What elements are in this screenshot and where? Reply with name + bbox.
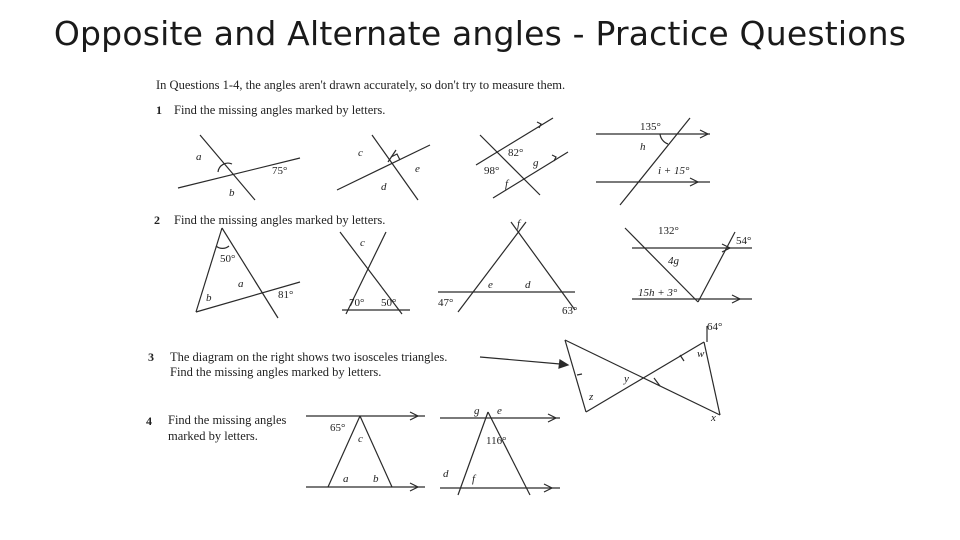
q3-label-z: z [589, 391, 594, 403]
q4-label-f: f [472, 473, 476, 485]
q4-diagram-a [306, 412, 425, 491]
q3-number: 3 [148, 350, 154, 364]
q2-label-70: 70° [349, 297, 365, 309]
q4-label-g: g [474, 405, 480, 417]
q4-label-a: a [343, 473, 349, 485]
q4-label-e: e [497, 405, 502, 417]
q1-diagram-c [476, 118, 568, 198]
q1-label-g: g [533, 157, 539, 169]
q1-label-135: 135° [640, 121, 661, 133]
q1-label-a: a [196, 151, 202, 163]
q4-label-116: 116° [486, 435, 507, 447]
q2-label-81: 81° [278, 289, 294, 301]
q1-label-e: e [415, 163, 420, 175]
intro-text: In Questions 1-4, the angles aren't drawn accurately, so don't try to measure them. [156, 78, 566, 92]
q3-text-line2: Find the missing angles marked by letters. [170, 365, 382, 379]
q2-label-d: d [525, 279, 531, 291]
q2-diagram-a [196, 228, 300, 318]
q2-label-132: 132° [658, 225, 679, 237]
q4-diagram-b [440, 405, 560, 495]
q2-diagram-d [625, 225, 752, 303]
q2-label-63: 63° [562, 305, 578, 317]
q1-diagram-b [337, 135, 430, 200]
q1-label-iexpr: i + 15° [658, 165, 690, 177]
q1-label-d: d [381, 181, 387, 193]
q1-diagram-a [178, 135, 300, 200]
q4-number: 4 [146, 414, 152, 428]
page-title: Opposite and Alternate angles - Practice Questions [53, 14, 907, 53]
q3-label-w: w [697, 348, 705, 360]
q2-text: Find the missing angles marked by letters. [174, 213, 386, 227]
q3-label-64: 64° [707, 321, 723, 333]
q2-label-a: a [238, 278, 244, 290]
q1-number: 1 [156, 103, 162, 117]
q4-label-c: c [358, 433, 363, 445]
q3-arrow [480, 357, 568, 368]
q2-label-4g: 4g [668, 255, 679, 267]
q3-diagram [565, 321, 722, 424]
q2-label-50: 50° [220, 253, 236, 265]
q4-label-65: 65° [330, 422, 346, 434]
q2-diagram-b [340, 232, 410, 314]
q1-text: Find the missing angles marked by letters. [174, 103, 386, 117]
q2-number: 2 [154, 213, 160, 227]
q1-label-c: c [358, 147, 363, 159]
q1-label-f: f [505, 178, 509, 190]
q4-label-b: b [373, 473, 379, 485]
q1-label-82: 82° [508, 147, 524, 159]
q2-label-hexpr: 15h + 3° [638, 287, 678, 299]
q1-diagram-d [596, 118, 710, 205]
q1-label-h: h [640, 141, 646, 153]
q2-label-b: b [206, 292, 212, 304]
q4-text-line2: marked by letters. [168, 429, 258, 443]
q4-text-line1: Find the missing angles [168, 413, 287, 427]
q1-label-b: b [229, 187, 235, 199]
q2-label-c: c [360, 237, 365, 249]
q2-label-e: e [488, 279, 493, 291]
q2-diagram-c [438, 218, 577, 317]
q2-label-47: 47° [438, 297, 454, 309]
q3-label-x: x [711, 412, 716, 424]
q3-label-y: y [624, 373, 629, 385]
q4-label-d: d [443, 468, 449, 480]
q1-label-75: 75° [272, 165, 288, 177]
q2-label-f: f [517, 218, 521, 230]
q2-label-50b: 50° [381, 297, 397, 309]
q3-text-line1: The diagram on the right shows two isosceles triangles. [170, 350, 448, 364]
q1-label-98: 98° [484, 165, 500, 177]
q2-label-54: 54° [736, 235, 752, 247]
